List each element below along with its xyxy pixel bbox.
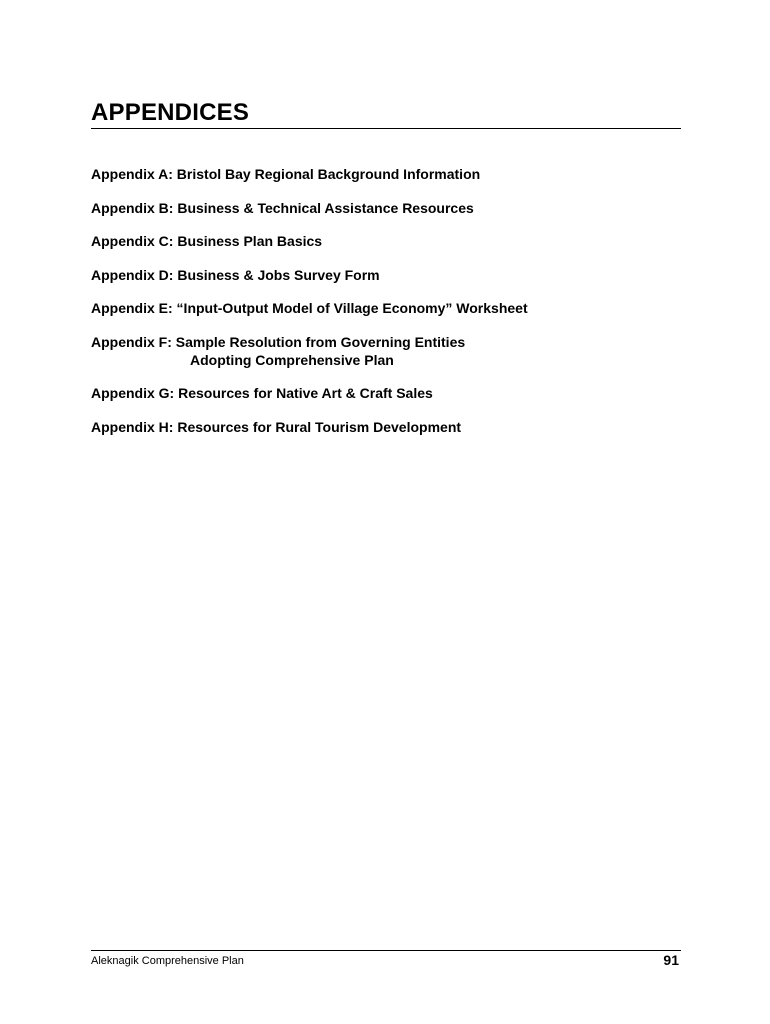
page-number: 91 — [663, 952, 679, 968]
footer-divider — [91, 950, 681, 951]
appendix-item-b — [91, 199, 691, 217]
appendix-item-continuation: Adopting Comprehensive Plan — [190, 351, 394, 368]
appendix-item-label: Appendix G: Resources for Native Art & Craft Sales — [91, 385, 433, 401]
page-title: APPENDICES — [91, 99, 250, 126]
appendix-item-label: Appendix F: Sample Resolution from Governing Entities — [91, 333, 466, 350]
title-divider — [91, 128, 681, 129]
appendix-item-g — [91, 384, 691, 402]
appendix-item-label: Appendix E: “Input-Output Model of Village Economy” Worksheet — [91, 300, 528, 316]
appendix-item-label: Appendix B: Business & Technical Assistance Resources — [91, 199, 474, 216]
appendix-item-label: Appendix H: Resources for Rural Tourism Development — [91, 418, 462, 435]
appendix-item-e — [91, 299, 691, 317]
appendix-item-label: Appendix C: Business Plan Basics — [91, 233, 323, 249]
appendix-item-d — [91, 266, 691, 284]
appendix-item-label: Appendix A: Bristol Bay Regional Background Information — [91, 166, 481, 182]
appendix-list — [91, 165, 691, 451]
footer-document-title: Aleknagik Comprehensive Plan — [91, 955, 244, 967]
appendix-item-h — [91, 418, 691, 436]
appendix-item-f — [91, 333, 691, 369]
appendix-item-label: Appendix D: Business & Jobs Survey Form — [91, 266, 380, 283]
appendix-item-c — [91, 232, 691, 250]
appendix-item-a — [91, 165, 691, 183]
